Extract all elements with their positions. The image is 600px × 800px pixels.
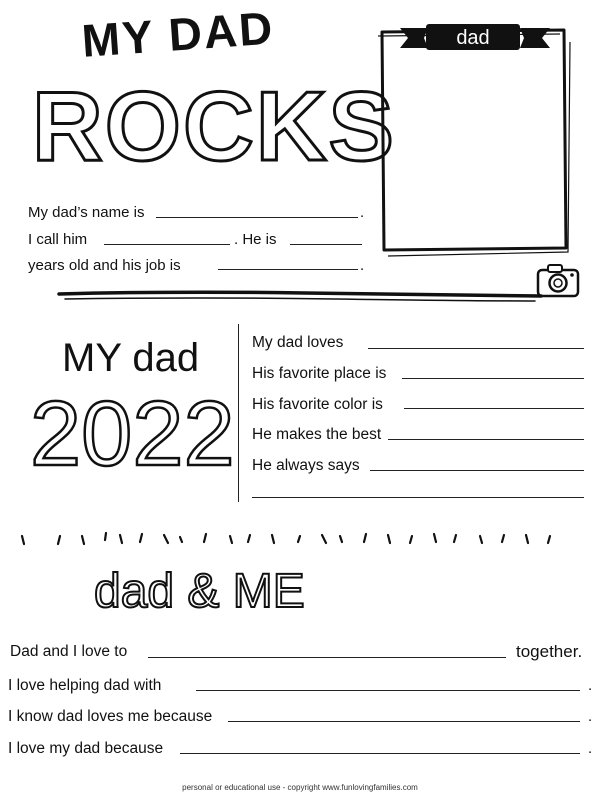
love-to-field[interactable] <box>148 657 506 658</box>
dad-loves-label: My dad loves <box>252 334 344 351</box>
he-is-label: . He is <box>234 231 277 248</box>
makes-best-field[interactable] <box>388 439 584 440</box>
dad-name-label: My dad’s name is <box>28 204 145 221</box>
loves-me-period: . <box>588 708 593 725</box>
title-rocks: ROCKS <box>32 71 396 181</box>
age-field[interactable] <box>290 244 362 245</box>
love-to-label: Dad and I love to <box>10 643 128 660</box>
call-him-label: I call him <box>28 231 88 248</box>
dad-name-period: . <box>360 204 365 221</box>
my-dad-because-label: I love my dad because <box>8 740 164 757</box>
my-dad-heading: MY dad <box>62 336 200 380</box>
job-field[interactable] <box>218 269 358 270</box>
my-dad-because-period: . <box>588 740 593 757</box>
dad-and-me-heading: dad & ME <box>94 565 305 618</box>
favorite-color-field[interactable] <box>404 408 584 409</box>
dad-loves-field[interactable] <box>368 348 584 349</box>
makes-best-label: He makes the best <box>252 426 382 443</box>
call-him-field[interactable] <box>104 244 230 245</box>
year-heading: 2022 <box>30 383 235 485</box>
loves-me-because-label: I know dad loves me because <box>8 708 213 725</box>
job-period: . <box>360 257 365 274</box>
photo-frame-banner-label: dad <box>456 27 490 49</box>
my-dad-because-field[interactable] <box>180 753 580 754</box>
always-says-field[interactable] <box>370 470 584 471</box>
brush-divider <box>55 288 545 304</box>
helping-label: I love helping dad with <box>8 677 162 694</box>
tick-decoration <box>10 528 590 550</box>
helping-period: . <box>588 677 593 694</box>
photo-frame <box>370 18 590 308</box>
helping-field[interactable] <box>196 690 580 691</box>
section-separator <box>238 324 239 502</box>
favorite-color-label: His favorite color is <box>252 396 383 413</box>
years-job-label: years old and his job is <box>28 257 181 274</box>
always-says-label: He always says <box>252 457 360 474</box>
favorite-place-label: His favorite place is <box>252 365 387 382</box>
title-my-dad: MY DAD <box>80 1 276 67</box>
loves-me-because-field[interactable] <box>228 721 580 722</box>
footer-copyright: personal or educational use - copyright www.funlovingfamilies.com <box>182 783 418 792</box>
always-says-field-2[interactable] <box>252 497 584 498</box>
together-label: together. <box>516 642 583 661</box>
dad-name-field[interactable] <box>156 217 358 218</box>
favorite-place-field[interactable] <box>402 378 584 379</box>
